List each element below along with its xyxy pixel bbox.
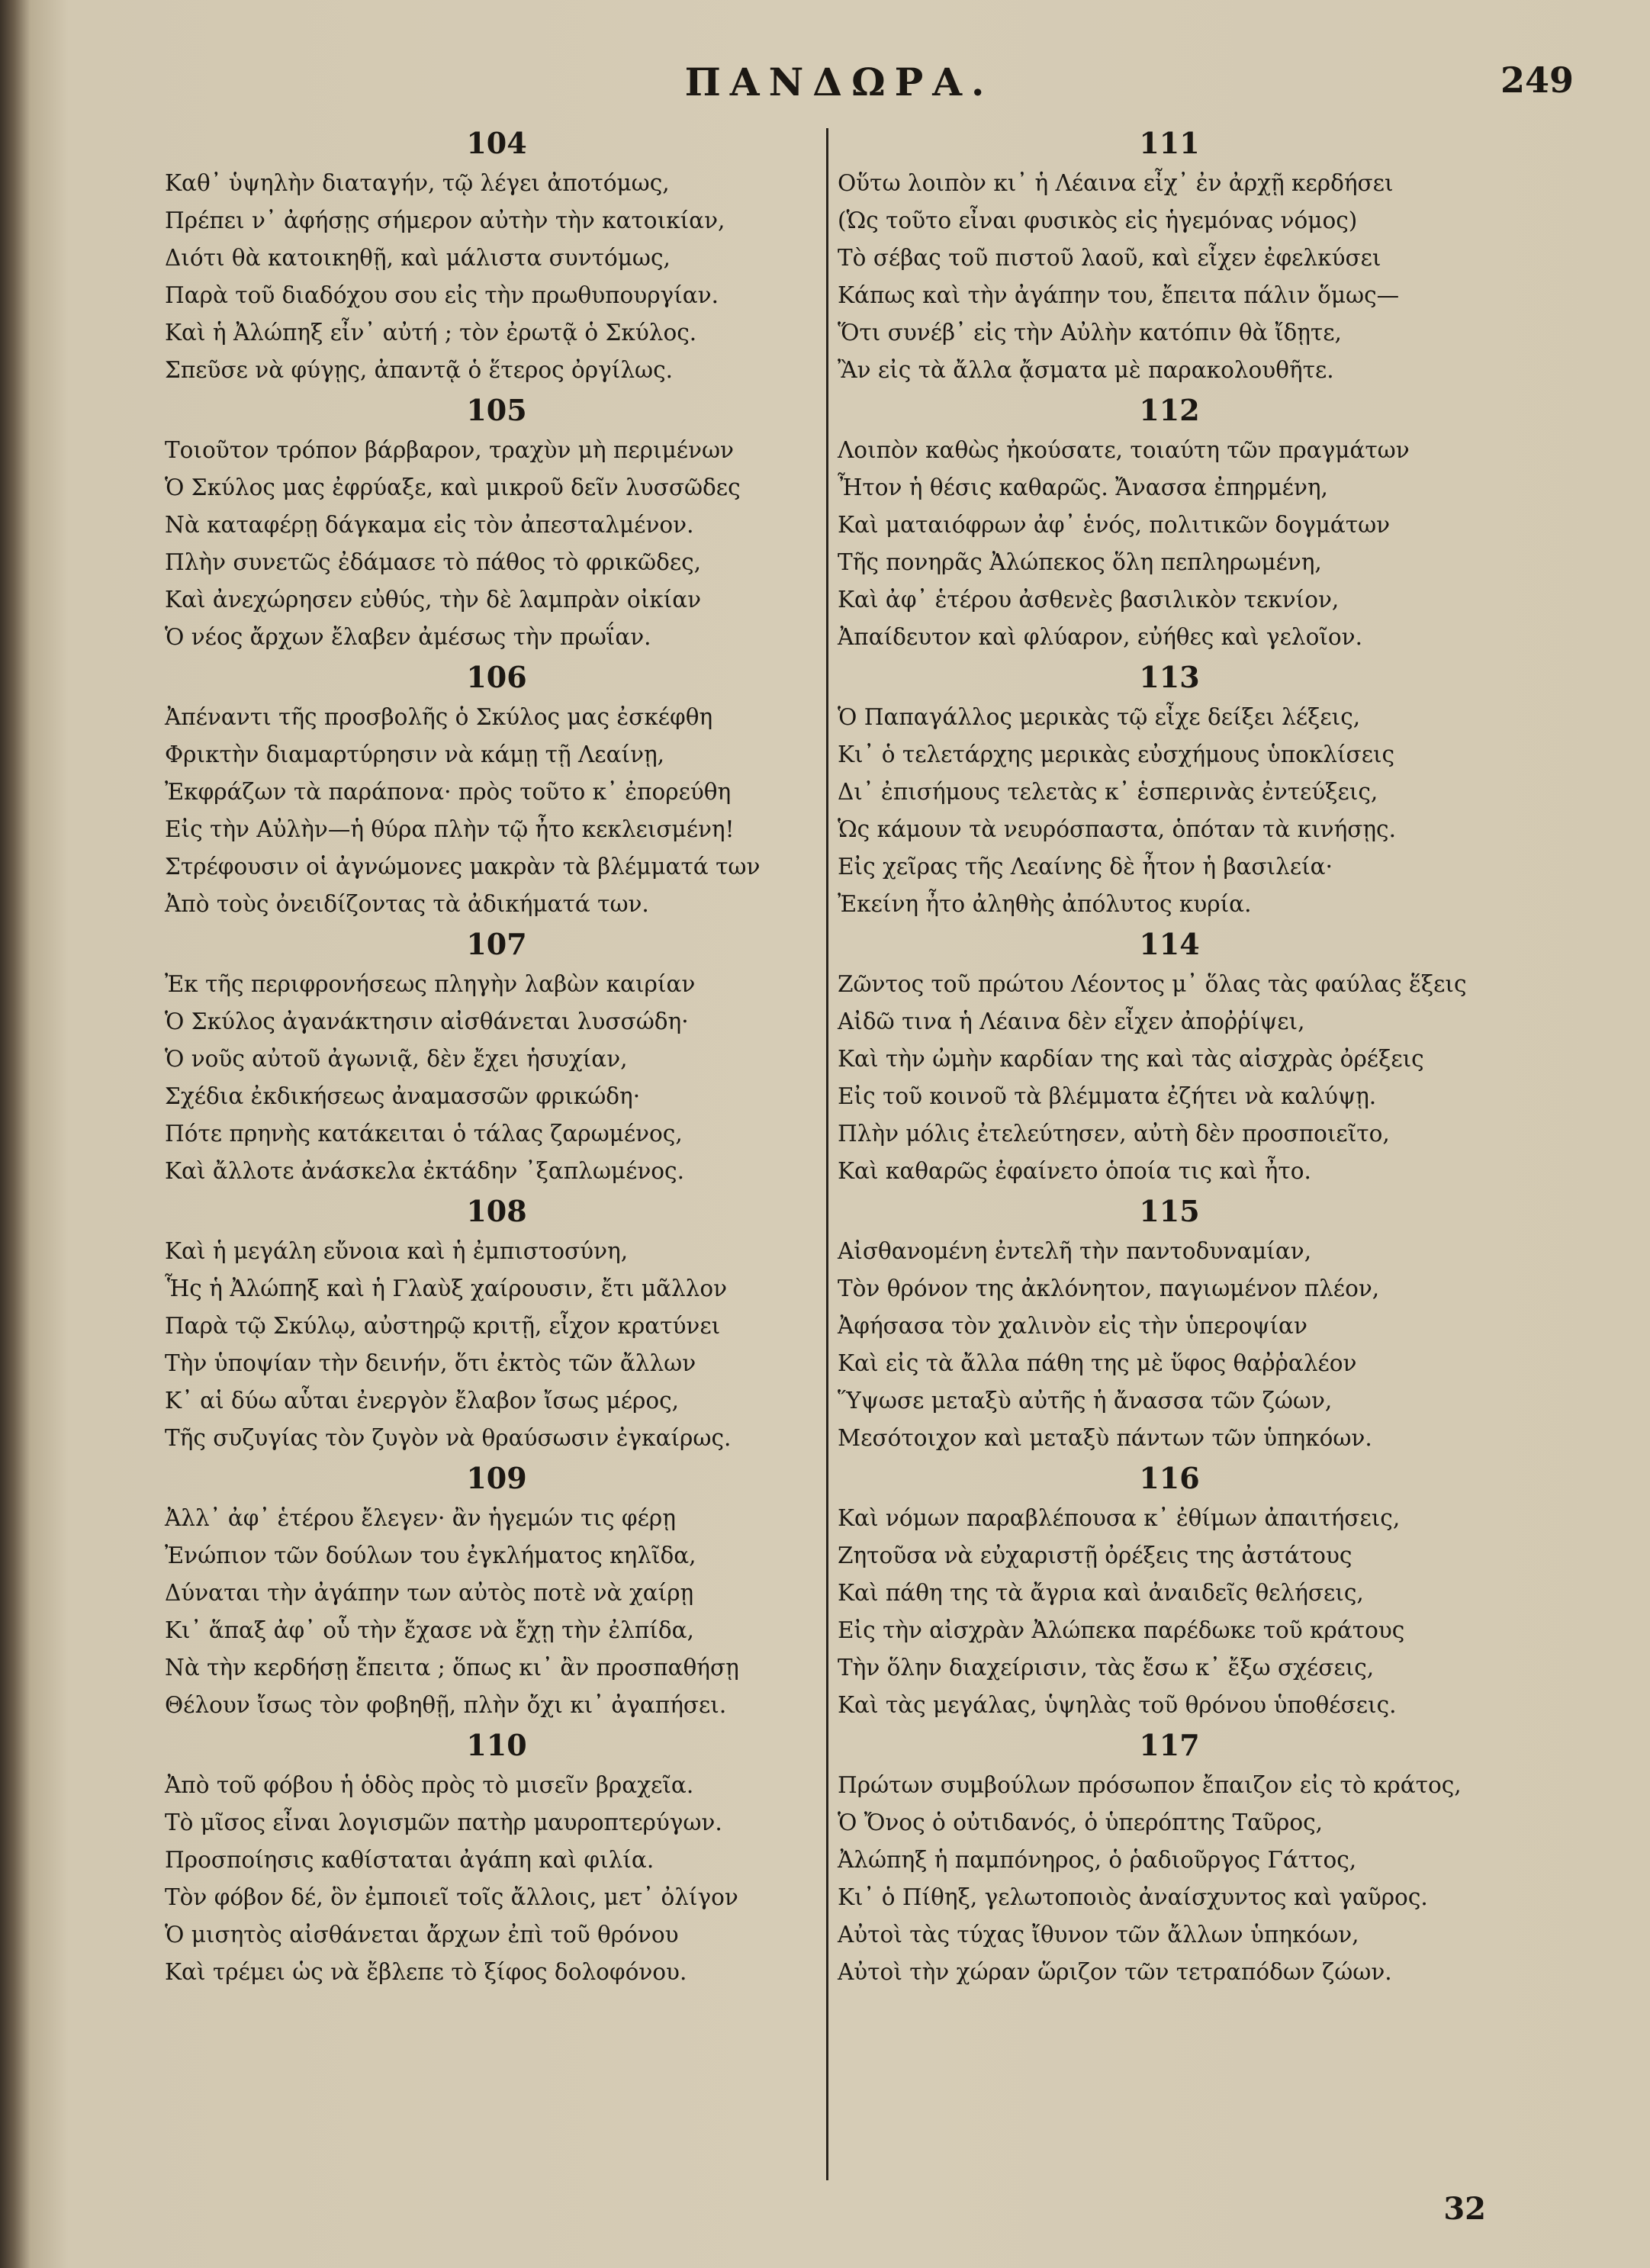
stanza (165, 1190, 828, 1457)
verse-line: Καὶ καθαρῶς ἐφαίνετο ὁποία τις καὶ ἦτο. (838, 1158, 1311, 1184)
stanza-number: 106 (466, 660, 527, 694)
stanza-number: 116 (1139, 1461, 1200, 1495)
verse-line: Εἰς τὴν Αὐλὴν—ἡ θύρα πλὴν τῷ ἦτο κεκλεισμένη! (165, 816, 735, 842)
verse-line: Καὶ τὰς μεγάλας, ὑψηλὰς τοῦ θρόνου ὑποθέσεις. (838, 1692, 1397, 1718)
verse-line: Ὅτι συνέβ᾽ εἰς τὴν Αὐλὴν κατόπιν θὰ ἴδῃτε, (838, 320, 1342, 346)
verse-line: Ἐκείνη ἦτο ἀληθὴς ἀπόλυτος κυρία. (838, 891, 1252, 917)
stanza (838, 656, 1501, 923)
verse-line: Νὰ τὴν κερδήσῃ ἔπειτα ; ὅπως κι᾽ ἂν προσπαθήσῃ (165, 1655, 739, 1681)
verse-line: Δι᾽ ἐπισήμους τελετὰς κ᾽ ἑσπερινὰς ἐντεύξεις, (838, 779, 1378, 805)
stanza-number: 115 (1139, 1194, 1200, 1228)
stanza (165, 923, 828, 1190)
verse-line: Οὕτω λοιπὸν κι᾽ ἡ Λέαινα εἶχ᾽ ἐν ἀρχῇ κερδήσει (838, 170, 1394, 196)
stanza-number: 117 (1139, 1728, 1200, 1762)
stanza (165, 1724, 828, 1991)
verse-line: Ὁ Σκύλος μας ἐφρύαξε, καὶ μικροῦ δεῖν λυσσῶδες (165, 475, 741, 500)
verse-line: Διότι θὰ κατοικηθῇ, καὶ μάλιστα συντόμως, (165, 245, 671, 271)
verse-line: Πλὴν μόλις ἐτελεύτησεν, αὐτὴ δὲν προσποιεῖτο, (838, 1121, 1390, 1147)
verse-line: Παρὰ τοῦ διαδόχου σου εἰς τὴν πρωθυπουργίαν. (165, 282, 719, 308)
verse-line: Ὁ μισητὸς αἰσθάνεται ἄρχων ἐπὶ τοῦ θρόνου (165, 1922, 679, 1948)
verse-line: Τῆς πονηρᾶς Ἀλώπεκος ὅλη πεπληρωμένη, (838, 549, 1322, 575)
stanza-number: 113 (1139, 660, 1200, 694)
verse-line: Κι᾽ ὁ Πίθηξ, γελωτοποιὸς ἀναίσχυντος καὶ γαῦρος. (838, 1884, 1428, 1910)
verse-line: Θέλουν ἴσως τὸν φοβηθῇ, πλὴν ὄχι κι᾽ ἀγαπήσει. (165, 1692, 727, 1718)
verse-line: Καὶ ἀφ᾽ ἑτέρου ἀσθενὲς βασιλικὸν τεκνίον, (838, 587, 1340, 613)
verse-line: Ζῶντος τοῦ πρώτου Λέοντος μ᾽ ὅλας τὰς φαύλας ἕξεις (838, 971, 1467, 997)
stanza (838, 923, 1501, 1190)
verse-line: Ἐκ τῆς περιφρονήσεως πληγὴν λαβὼν καιρίαν (165, 971, 696, 997)
stanza-number: 110 (466, 1728, 527, 1762)
verse-line: Αὐτοὶ τὴν χώραν ὥριζον τῶν τετραπόδων ζώων. (838, 1959, 1392, 1985)
verse-line: Τὸ σέβας τοῦ πιστοῦ λαοῦ, καὶ εἶχεν ἐφελκύσει (838, 245, 1381, 271)
verse-line: Καὶ ματαιόφρων ἀφ᾽ ἑνός, πολιτικῶν δογμάτων (838, 512, 1391, 538)
verse-line: Ἀφήσασα τὸν χαλινὸν εἰς τὴν ὑπεροψίαν (838, 1313, 1307, 1339)
stanza-number: 104 (466, 126, 527, 160)
stanza (165, 389, 828, 656)
verse-line: Ἐνώπιον τῶν δούλων του ἐγκλήματος κηλῖδα, (165, 1543, 696, 1568)
verse-line: Εἰς τοῦ κοινοῦ τὰ βλέμματα ἐζήτει νὰ καλύψῃ. (838, 1083, 1377, 1109)
verse-line: Τὸν θρόνον της ἀκλόνητον, παγιωμένον πλέον, (838, 1276, 1380, 1301)
stanza-number: 108 (466, 1194, 527, 1228)
stanza-number: 107 (466, 927, 527, 961)
verse-line: Ἀπὸ τοῦ φόβου ἡ ὁδὸς πρὸς τὸ μισεῖν βραχεῖα. (165, 1772, 694, 1798)
verse-line: Πρώτων συμβούλων πρόσωπον ἔπαιζον εἰς τὸ κράτος, (838, 1772, 1462, 1798)
verse-line: Λοιπὸν καθὼς ἠκούσατε, τοιαύτη τῶν πραγμάτων (838, 437, 1410, 463)
verse-line: Κάπως καὶ τὴν ἀγάπην του, ἔπειτα πάλιν ὅμως— (838, 282, 1400, 308)
verse-line: Πλὴν συνετῶς ἐδάμασε τὸ πάθος τὸ φρικῶδες, (165, 549, 702, 575)
verse-line: Τοιοῦτον τρόπον βάρβαρον, τραχὺν μὴ περιμένων (165, 437, 734, 463)
verse-line: Κ᾽ αἱ δύω αὗται ἐνεργὸν ἔλαβον ἴσως μέρος, (165, 1388, 679, 1414)
stanza (165, 1457, 828, 1724)
verse-line: Ἧς ἡ Ἀλώπηξ καὶ ἡ Γλαὺξ χαίρουσιν, ἔτι μᾶλλον (165, 1276, 728, 1301)
verse-line: Καὶ τρέμει ὡς νὰ ἔβλεπε τὸ ξίφος δολοφόνου. (165, 1959, 687, 1985)
verse-line: Αἰσθανομένη ἐντελῆ τὴν παντοδυναμίαν, (838, 1238, 1312, 1264)
verse-line: Κι᾽ ὁ τελετάρχης μερικὰς εὐσχήμους ὑποκλίσεις (838, 742, 1395, 767)
verse-line: Σπεῦσε νὰ φύγῃς, ἀπαντᾷ ὁ ἕτερος ὀργίλως. (165, 357, 673, 383)
verse-line: Αἰδῶ τινα ἡ Λέαινα δὲν εἶχεν ἀποῤῥίψει, (838, 1009, 1305, 1034)
verse-line: Ὁ Σκύλος ἀγανάκτησιν αἰσθάνεται λυσσώδη· (165, 1009, 689, 1034)
stanza (838, 122, 1501, 389)
verse-line: Ἀλώπηξ ἡ παμπόνηρος, ὁ ῥαδιοῦργος Γάττος, (838, 1847, 1357, 1873)
verse-line: Παρὰ τῷ Σκύλῳ, αὐστηρῷ κριτῇ, εἶχον κρατύνει (165, 1313, 721, 1339)
stanza-number: 109 (466, 1461, 527, 1495)
verse-line: Τὴν ὅλην διαχείρισιν, τὰς ἔσω κ᾽ ἔξω σχέσεις, (838, 1655, 1375, 1681)
verse-line: Αὐτοὶ τὰς τύχας ἴθυνον τῶν ἄλλων ὑπηκόων, (838, 1922, 1359, 1948)
verse-line: Νὰ καταφέρῃ δάγκαμα εἰς τὸν ἀπεσταλμένον. (165, 512, 694, 538)
stanza-number: 111 (1139, 126, 1200, 160)
verse-line: Ὕψωσε μεταξὺ αὐτῆς ἡ ἄνασσα τῶν ζώων, (838, 1388, 1333, 1414)
verse-line: Καὶ ἀνεχώρησεν εὐθύς, τὴν δὲ λαμπρὰν οἰκίαν (165, 587, 702, 613)
verse-line: Τὴν ὑποψίαν τὴν δεινήν, ὅτι ἐκτὸς τῶν ἄλλων (165, 1350, 696, 1376)
page-number: 249 (1500, 60, 1574, 101)
stanza (838, 1724, 1501, 1991)
verse-line: Τὸ μῖσος εἶναι λογισμῶν πατὴρ μαυροπτερύγων. (165, 1810, 722, 1835)
verse-line: Εἰς τὴν αἰσχρὰν Ἀλώπεκα παρέδωκε τοῦ κράτους (838, 1617, 1405, 1643)
running-head (0, 60, 1650, 113)
verse-line: Καὶ εἰς τὰ ἄλλα πάθη της μὲ ὕφος θαῤῥαλέον (838, 1350, 1357, 1376)
verse-line: (Ὡς τοῦτο εἶναι φυσικὸς εἰς ἡγεμόνας νόμος) (838, 207, 1358, 233)
verse-line: Ἂν εἰς τὰ ἄλλα ᾄσματα μὲ παρακολουθῆτε. (838, 357, 1334, 383)
verse-line: Ἀπὸ τοὺς ὀνειδίζοντας τὰ ἀδικήματά των. (165, 891, 649, 917)
stanza (838, 1457, 1501, 1724)
verse-line: Ὁ νοῦς αὐτοῦ ἀγωνιᾷ, δὲν ἔχει ἡσυχίαν, (165, 1046, 628, 1072)
verse-line: Φρικτὴν διαμαρτύρησιν νὰ κάμῃ τῇ Λεαίνῃ, (165, 742, 665, 767)
stanza (838, 389, 1501, 656)
verse-line: Δύναται τὴν ἀγάπην των αὐτὸς ποτὲ νὰ χαίρῃ (165, 1580, 694, 1606)
verse-line: Ἀπέναντι τῆς προσβολῆς ὁ Σκύλος μας ἐσκέφθη (165, 704, 713, 730)
right-column (838, 122, 1501, 1991)
verse-line: Καὶ ἄλλοτε ἀνάσκελα ἐκτάδην ᾽ξαπλωμένος. (165, 1158, 684, 1184)
verse-line: Καὶ ἡ μεγάλη εὔνοια καὶ ἡ ἐμπιστοσύνη, (165, 1238, 629, 1264)
verse-line: Καθ᾽ ὑψηλὴν διαταγήν, τῷ λέγει ἀποτόμως, (165, 170, 670, 196)
verse-line: Προσποίησις καθίσταται ἀγάπη καὶ φιλία. (165, 1847, 655, 1873)
verse-line: Πότε πρηνὴς κατάκειται ὁ τάλας ζαρωμένος, (165, 1121, 683, 1147)
verse-line: Ἀλλ᾽ ἀφ᾽ ἑτέρου ἔλεγεν· ἂν ἡγεμών τις φέρῃ (165, 1505, 676, 1531)
verse-line: Σχέδια ἐκδικήσεως ἀναμασσῶν φρικώδη· (165, 1083, 641, 1109)
verse-line: Καὶ πάθη της τὰ ἄγρια καὶ ἀναιδεῖς θελήσεις, (838, 1580, 1364, 1606)
stanza-number: 114 (1139, 927, 1200, 961)
verse-line: Ἀπαίδευτον καὶ φλύαρον, εὐήθες καὶ γελοῖον. (838, 624, 1362, 650)
verse-line: Καὶ νόμων παραβλέπουσα κ᾽ ἐθίμων ἀπαιτήσεις, (838, 1505, 1401, 1531)
verse-line: Πρέπει ν᾽ ἀφήσῃς σήμερον αὐτὴν τὴν κατοικίαν, (165, 207, 725, 233)
verse-line: Κι᾽ ἅπαξ ἀφ᾽ οὗ τὴν ἔχασε νὰ ἔχῃ τὴν ἐλπίδα, (165, 1617, 694, 1643)
verse-line: Καὶ τὴν ὠμὴν καρδίαν της καὶ τὰς αἰσχρὰς ὀρέξεις (838, 1046, 1424, 1072)
stanza (165, 656, 828, 923)
verse-line: Ὁ Ὄνος ὁ οὐτιδανός, ὁ ὑπερόπτης Ταῦρος, (838, 1810, 1323, 1835)
verse-line: Καὶ ἡ Ἀλώπηξ εἶν᾽ αὐτή ; τὸν ἐρωτᾷ ὁ Σκύλος. (165, 320, 697, 346)
signature-mark: 32 (1443, 2191, 1486, 2227)
verse-line: Μεσότοιχον καὶ μεταξὺ πάντων τῶν ὑπηκόων. (838, 1425, 1372, 1451)
verse-line: Στρέφουσιν οἱ ἀγνώμονες μακρὰν τὰ βλέμματά των (165, 854, 761, 880)
stanza (165, 122, 828, 389)
verse-line: Τῆς συζυγίας τὸν ζυγὸν νὰ θραύσωσιν ἐγκαίρως. (165, 1425, 732, 1451)
verse-line: Ὁ νέος ἄρχων ἔλαβεν ἀμέσως τὴν πρωΐαν. (165, 624, 651, 650)
verse-line: Ζητοῦσα νὰ εὐχαριστῇ ὀρέξεις της ἀστάτους (838, 1543, 1352, 1568)
verse-line: Ἦτον ἡ θέσις καθαρῶς. Ἄνασσα ἐπηρμένη, (838, 475, 1328, 500)
verse-line: Ἐκφράζων τὰ παράπονα· πρὸς τοῦτο κ᾽ ἐπορεύθη (165, 779, 732, 805)
running-title: ΠΑΝΔΩΡΑ. (684, 60, 994, 105)
left-column (165, 122, 828, 1991)
verse-line: Ὁ Παπαγάλλος μερικὰς τῷ εἶχε δείξει λέξεις, (838, 704, 1361, 730)
verse-line: Ὡς κάμουν τὰ νευρόσπαστα, ὁπόταν τὰ κινήσῃς. (838, 816, 1396, 842)
verse-line: Τὸν φόβον δέ, ὃν ἐμποιεῖ τοῖς ἄλλοις, μετ᾽ ὀλίγον (165, 1884, 738, 1910)
stanza-number: 112 (1139, 393, 1200, 427)
verse-line: Εἰς χεῖρας τῆς Λεαίνης δὲ ἦτον ἡ βασιλεία· (838, 854, 1333, 880)
stanza (838, 1190, 1501, 1457)
stanza-number: 105 (466, 393, 527, 427)
